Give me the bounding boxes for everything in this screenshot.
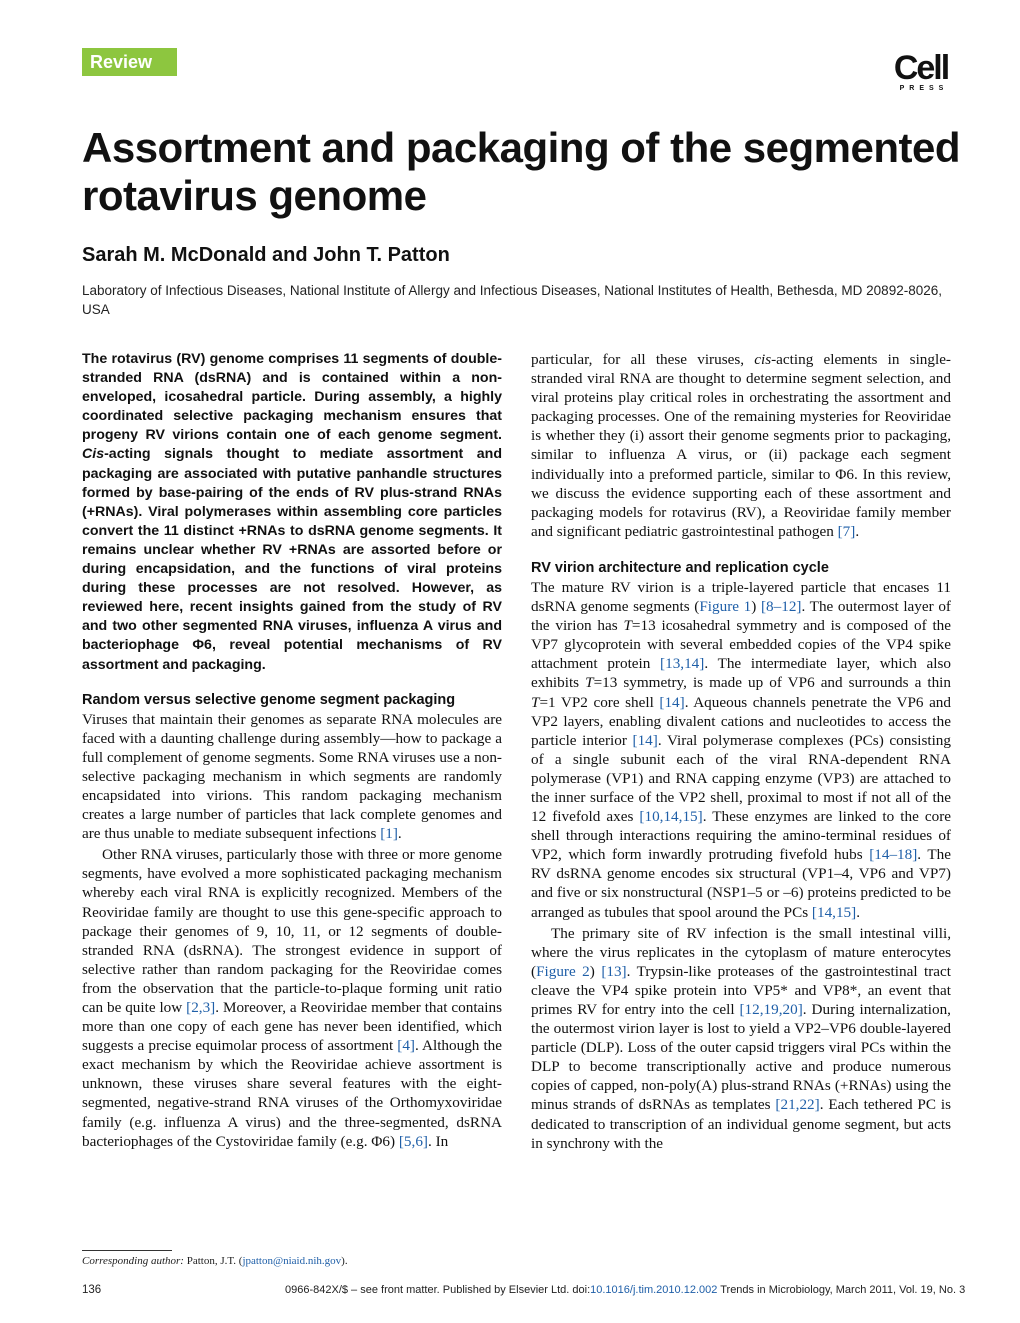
citation-link[interactable]: [14–18] [869,846,918,864]
author-email-link[interactable]: jpatton@niaid.nih.gov [242,1255,342,1267]
citation-link[interactable]: [4] [397,1037,415,1055]
citation-link[interactable]: [21,22] [775,1096,820,1114]
doi-link[interactable]: 10.1016/j.tim.2010.12.002 [590,1284,718,1296]
citation-link[interactable]: [8–12] [760,598,802,616]
right-column [531,350,951,1153]
corresponding-author-note: Corresponding author: Patton, J.T. (jpatton@niaid.nih.gov). [82,1255,348,1267]
section1-paragraph-1: Viruses that maintain their genomes as separate RNA molecules are faced with a daunting challenge during assembly—how to package a full complement of genome segments. Some RNA viruses use a non-selective packaging mechanism in which segments are randomly encapsidated into virions. This random packaging mechanism creates a large number of particles that lack complete genomes and are thus unable to mediate subsequent infections [1]. [82,710,502,843]
section-heading-rv-architecture: RV virion architecture and replication cycle [531,559,829,576]
citation-link[interactable]: [13] [601,962,627,980]
figure-link[interactable]: Figure 2 [536,962,590,980]
cell-press-logo [890,49,952,93]
citation-link[interactable]: [14,15] [811,903,857,921]
section-heading-random-selective: Random versus selective genome segment packaging [82,691,456,708]
citation-link[interactable]: [14] [632,731,658,749]
section2-paragraph-2: The primary site of RV infection is the small intestinal villi, where the virus replicates in the cytoplasm of mature enterocytes (Figure 2) [13]. Trypsin-like proteases of the gastrointestinal tract cleave the VP4 spike protein into VP5* and VP8*, an event that primes RV for entry into the cell [12,19,20]. During internalization, the outermost virion layer is lost to yield a VP2–VP6 double-layered particle (DLP). Loss of the outer capsid triggers viral PCs within the DLP to become transcriptionally active and produce numerous copies of capped, non-poly(A) plus-strand RNAs (+RNAs) using the minus strands of dsRNAs as templates [21,22]. Each tethered PC is dedicated to transcription of an individual genome segment, but acts in synchrony with the [531,924,952,1152]
citation-link[interactable]: [2,3] [186,999,216,1016]
figure-link[interactable]: Figure 1 [699,598,752,616]
logo-word: Cell [893,49,949,87]
author-affiliation: Laboratory of Infectious Diseases, National Institute of Allergy and Infectious Diseases, National Institutes of Health, Bethesda, MD 20892-8026, USA [82,283,942,317]
citation-link[interactable]: [10,14,15] [639,808,703,826]
section2-paragraph-1: The mature RV virion is a triple-layered particle that encases 11 dsRNA genome segments (Figure 1) [8–12]. The outermost layer of the virion has T=13 icosahedral symmetry and is composed of the VP7 glycoprotein with several embedded copies of the VP4 spike attachment protein [13,14]. The intermediate layer, which also exhibits T=13 symmetry, is made up of VP6 and surrounds a thin T=1 VP2 core shell [14]. Aqueous channels penetrate the VP6 and VP2 layers, enabling divalent cations and nucleotides to access the particle interior [14]. Viral polymerase complexes (PCs) consisting of a single subunit each of the viral RNA-dependent RNA polymerase (VP1) and RNA capping enzyme (VP3) are attached to the inner surface of the VP2 shell, proximal to most if not all of the 12 fivefold axes [10,14,15]. These enzymes are linked to the core shell through interactions requiring the amino-terminal residues of VP2, which form inwardly protruding fivefold hubs [14–18]. The RV dsRNA genome encodes six structural (VP1–4, VP6 and VP7) and five or six nonstructural (NSP1–5 or –6) proteins predicted to be arranged as tubules that spool around the PCs [14,15]. [531,578,952,921]
page-number: 136 [82,1284,102,1296]
article-type-tag: Review [82,48,177,76]
left-column [82,350,502,1151]
abstract [82,350,502,675]
citation-link[interactable]: [14] [659,693,685,711]
footnote-divider [82,1250,172,1251]
section1-paragraph-2: Other RNA viruses, particularly those with three or more genome segments, have evolved a more sophisticated packaging mechanism whereby each viral RNA is explicitly recognized. Members of the Reoviridae family are thought to use this gene-specific approach to package their genomes of 9, 10, 11, or 12 segments of double-stranded RNA (dsRNA). The strongest evidence in support of selective rather than random packaging for the Reoviridae comes from the observation that the particle-to-plaque forming unit ratio can be quite low [2,3]. Moreover, a Reoviridae member that contains more than one copy of each gene has never been identified, which suggests a precise equimolar process of assortment [4]. Although the exact mechanism by which the Reoviridae achieve assortment is unknown, these viruses share several features with the eight-segmented, negative-strand RNA viruses of the Orthomyxoviridae family (e.g. influenza A virus) and the three-segmented, dsRNA bacteriophages of the Cystoviridae family (e.g. Φ6) [5,6]. In [82,846,503,1150]
abstract-text-1: The rotavirus (RV) genome comprises 11 segments of double-stranded RNA (dsRNA) and is contained within a non-enveloped, icosahedral particle. During assembly, a highly coordinated selective packaging mechanism ensures that progeny RV virions contain one of each genome segment. [82,351,502,444]
abstract-text-2: -acting signals thought to mediate assortment and packaging are associated with putative panhandle structures formed by base-pairing of the ends of RV plus-strand RNAs (+RNAs). Viral polymerases within assembling core particles convert the 11 distinct +RNAs to dsRNA genome segments. It remains unclear whether RV +RNAs are assorted before or during encapsidation, and the functions of viral proteins during these processes are not resolved. However, as reviewed here, recent insights gained from the study of RV and two other segmented RNA viruses, influenza A virus and bacteriophage Φ6, reveal potential mechanisms of RV assortment and packaging. [82,446,502,673]
intro-continuation: particular, for all these viruses, cis-acting elements in single-stranded viral RNA are thought to determine segment selection, and viral proteins play critical roles in orchestrating the assortment and packaging processes. One of the remaining mysteries for Reoviridae is whether they (i) assort their genome segments prior to packaging, similar to influenza A virus, or (ii) package each segment individually into a preformed particle, similar to Φ6. In this review, we discuss the evidence supporting each of these assortment and packaging models for rotavirus (RV), a Reoviridae family member and significant pediatric gastrointestinal pathogen [7]. [531,351,951,540]
abstract-cis: Cis [82,446,105,463]
citation-link[interactable]: [12,19,20] [739,1001,803,1018]
citation-link[interactable]: [7] [837,522,856,540]
citation-link[interactable]: [5,6] [398,1132,428,1150]
logo-sub: PRESS [899,85,949,92]
article-title: Assortment and packaging of the segmented rotavirus genome [82,124,960,219]
citation-link[interactable]: [13,14] [660,655,705,673]
journal-footer: 0966-842X/$ – see front matter. Published by Elsevier Ltd. doi:10.1016/j.tim.2010.12.002 Trends in Microbiology, March 2011, Vol. 19, No. 3 [285,1284,966,1296]
article-authors: Sarah M. McDonald and John T. Patton [82,244,450,266]
citation-link[interactable]: [1] [380,825,398,843]
